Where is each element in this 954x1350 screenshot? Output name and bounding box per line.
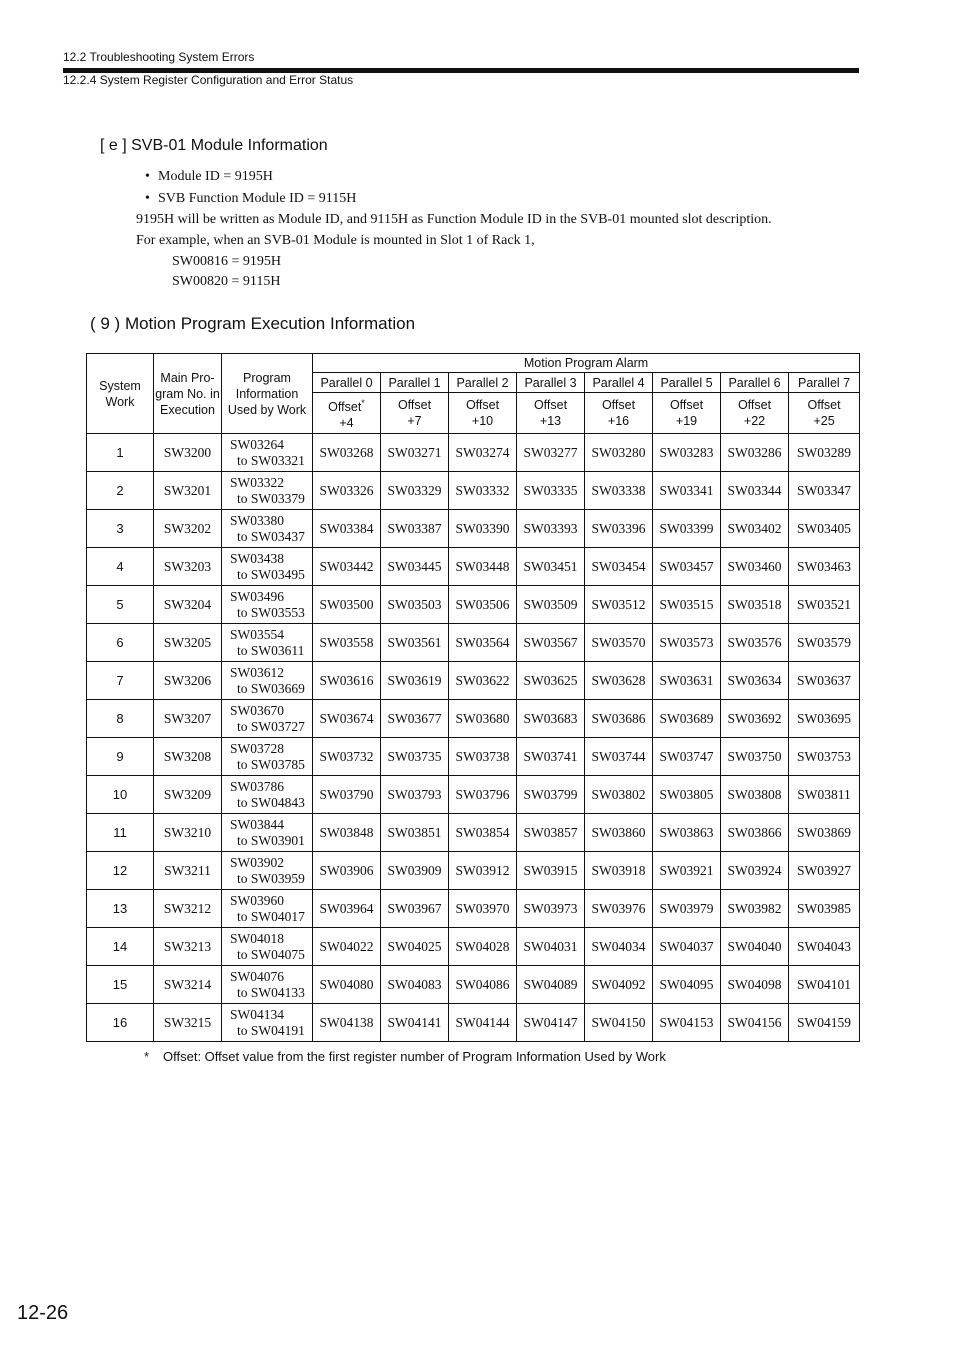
col-parallel: Parallel 7 bbox=[789, 373, 860, 393]
paragraph: 9195H will be written as Module ID, and 9115H as Function Module ID in the SVB-01 mounted slot description. bbox=[136, 212, 772, 227]
paragraph: For example, when an SVB-01 Module is mounted in Slot 1 of Rack 1, bbox=[136, 233, 535, 248]
col-parallel: Parallel 2 bbox=[449, 373, 517, 393]
page-number: 12-26 bbox=[17, 1302, 69, 1324]
cell-alarm: SW04043 bbox=[789, 928, 860, 966]
cell-alarm: SW03979 bbox=[653, 890, 721, 928]
cell-alarm: SW03274 bbox=[449, 434, 517, 472]
col-offset: Offset +7 bbox=[381, 393, 449, 434]
cell-main-program: SW3214 bbox=[154, 966, 222, 1004]
cell-alarm: SW03457 bbox=[653, 548, 721, 586]
cell-main-program: SW3208 bbox=[154, 738, 222, 776]
cell-alarm: SW03402 bbox=[721, 510, 789, 548]
col-offset: Offset +19 bbox=[653, 393, 721, 434]
cell-alarm: SW03387 bbox=[381, 510, 449, 548]
cell-alarm: SW03738 bbox=[449, 738, 517, 776]
col-offset: Offset* +4 bbox=[313, 393, 381, 434]
col-offset: Offset +25 bbox=[789, 393, 860, 434]
cell-program-info: SW04018 to SW04075 bbox=[222, 928, 313, 966]
cell-alarm: SW03506 bbox=[449, 586, 517, 624]
cell-alarm: SW03518 bbox=[721, 586, 789, 624]
cell-alarm: SW03567 bbox=[517, 624, 585, 662]
cell-system-work: 8 bbox=[87, 700, 154, 738]
col-offset: Offset +16 bbox=[585, 393, 653, 434]
table-row bbox=[87, 928, 860, 966]
table-row bbox=[87, 586, 860, 624]
cell-alarm: SW03625 bbox=[517, 662, 585, 700]
cell-alarm: SW03271 bbox=[381, 434, 449, 472]
cell-alarm: SW03442 bbox=[313, 548, 381, 586]
cell-alarm: SW03286 bbox=[721, 434, 789, 472]
motion-program-table bbox=[86, 353, 860, 1042]
cell-main-program: SW3203 bbox=[154, 548, 222, 586]
cell-alarm: SW03695 bbox=[789, 700, 860, 738]
cell-alarm: SW03860 bbox=[585, 814, 653, 852]
cell-alarm: SW03405 bbox=[789, 510, 860, 548]
cell-alarm: SW04098 bbox=[721, 966, 789, 1004]
footnote: * Offset: Offset value from the first register number of Program Information Used by Work bbox=[144, 1049, 666, 1064]
col-parallel: Parallel 1 bbox=[381, 373, 449, 393]
cell-program-info: SW03670 to SW03727 bbox=[222, 700, 313, 738]
cell-system-work: 7 bbox=[87, 662, 154, 700]
cell-main-program: SW3209 bbox=[154, 776, 222, 814]
col-alarm-group: Motion Program Alarm bbox=[313, 354, 860, 373]
cell-alarm: SW03454 bbox=[585, 548, 653, 586]
table-row bbox=[87, 624, 860, 662]
cell-main-program: SW3213 bbox=[154, 928, 222, 966]
cell-alarm: SW04083 bbox=[381, 966, 449, 1004]
col-offset: Offset +13 bbox=[517, 393, 585, 434]
cell-alarm: SW03921 bbox=[653, 852, 721, 890]
cell-alarm: SW03576 bbox=[721, 624, 789, 662]
cell-alarm: SW04150 bbox=[585, 1004, 653, 1042]
cell-main-program: SW3207 bbox=[154, 700, 222, 738]
cell-alarm: SW03637 bbox=[789, 662, 860, 700]
cell-alarm: SW03399 bbox=[653, 510, 721, 548]
cell-alarm: SW04141 bbox=[381, 1004, 449, 1042]
cell-alarm: SW04095 bbox=[653, 966, 721, 1004]
cell-alarm: SW03863 bbox=[653, 814, 721, 852]
cell-alarm: SW03619 bbox=[381, 662, 449, 700]
cell-program-info: SW03960 to SW04017 bbox=[222, 890, 313, 928]
bullet-icon: • bbox=[145, 191, 150, 206]
cell-alarm: SW03799 bbox=[517, 776, 585, 814]
cell-system-work: 6 bbox=[87, 624, 154, 662]
cell-system-work: 15 bbox=[87, 966, 154, 1004]
cell-main-program: SW3211 bbox=[154, 852, 222, 890]
cell-alarm: SW03451 bbox=[517, 548, 585, 586]
cell-alarm: SW04089 bbox=[517, 966, 585, 1004]
col-parallel: Parallel 6 bbox=[721, 373, 789, 393]
cell-alarm: SW03289 bbox=[789, 434, 860, 472]
cell-alarm: SW03579 bbox=[789, 624, 860, 662]
code-line: SW00820 = 9115H bbox=[172, 274, 281, 289]
cell-program-info: SW03612 to SW03669 bbox=[222, 662, 313, 700]
cell-main-program: SW3205 bbox=[154, 624, 222, 662]
header-subsection: 12.2.4 System Register Configuration and Error Status bbox=[63, 73, 354, 87]
cell-system-work: 1 bbox=[87, 434, 154, 472]
cell-alarm: SW03683 bbox=[517, 700, 585, 738]
cell-alarm: SW04034 bbox=[585, 928, 653, 966]
col-main-program: Main Pro-gram No. in Execution bbox=[154, 354, 222, 434]
cell-system-work: 13 bbox=[87, 890, 154, 928]
cell-program-info: SW03554 to SW03611 bbox=[222, 624, 313, 662]
cell-system-work: 12 bbox=[87, 852, 154, 890]
cell-alarm: SW03854 bbox=[449, 814, 517, 852]
cell-alarm: SW03460 bbox=[721, 548, 789, 586]
header-section: 12.2 Troubleshooting System Errors bbox=[63, 50, 255, 64]
cell-alarm: SW03561 bbox=[381, 624, 449, 662]
cell-alarm: SW03616 bbox=[313, 662, 381, 700]
table-row bbox=[87, 852, 860, 890]
col-offset: Offset +10 bbox=[449, 393, 517, 434]
table-row bbox=[87, 966, 860, 1004]
cell-main-program: SW3212 bbox=[154, 890, 222, 928]
cell-main-program: SW3215 bbox=[154, 1004, 222, 1042]
cell-alarm: SW03970 bbox=[449, 890, 517, 928]
cell-alarm: SW03982 bbox=[721, 890, 789, 928]
cell-alarm: SW03509 bbox=[517, 586, 585, 624]
cell-alarm: SW03976 bbox=[585, 890, 653, 928]
cell-alarm: SW03344 bbox=[721, 472, 789, 510]
cell-alarm: SW03741 bbox=[517, 738, 585, 776]
cell-alarm: SW04022 bbox=[313, 928, 381, 966]
cell-alarm: SW03558 bbox=[313, 624, 381, 662]
cell-alarm: SW03332 bbox=[449, 472, 517, 510]
cell-alarm: SW03384 bbox=[313, 510, 381, 548]
cell-main-program: SW3210 bbox=[154, 814, 222, 852]
col-system-work: System Work bbox=[87, 354, 154, 434]
cell-program-info: SW03902 to SW03959 bbox=[222, 852, 313, 890]
cell-main-program: SW3202 bbox=[154, 510, 222, 548]
cell-alarm: SW04092 bbox=[585, 966, 653, 1004]
cell-alarm: SW03735 bbox=[381, 738, 449, 776]
cell-alarm: SW03500 bbox=[313, 586, 381, 624]
cell-alarm: SW03634 bbox=[721, 662, 789, 700]
cell-system-work: 14 bbox=[87, 928, 154, 966]
cell-alarm: SW03677 bbox=[381, 700, 449, 738]
cell-alarm: SW03985 bbox=[789, 890, 860, 928]
cell-system-work: 11 bbox=[87, 814, 154, 852]
cell-alarm: SW03753 bbox=[789, 738, 860, 776]
cell-alarm: SW04138 bbox=[313, 1004, 381, 1042]
cell-alarm: SW03338 bbox=[585, 472, 653, 510]
cell-alarm: SW03515 bbox=[653, 586, 721, 624]
bullet-icon: • bbox=[145, 169, 150, 184]
table-row bbox=[87, 510, 860, 548]
cell-alarm: SW04153 bbox=[653, 1004, 721, 1042]
table-row bbox=[87, 1004, 860, 1042]
cell-alarm: SW03396 bbox=[585, 510, 653, 548]
cell-alarm: SW03329 bbox=[381, 472, 449, 510]
col-program-info: Program Information Used by Work bbox=[222, 354, 313, 434]
cell-system-work: 4 bbox=[87, 548, 154, 586]
cell-alarm: SW03808 bbox=[721, 776, 789, 814]
cell-alarm: SW03964 bbox=[313, 890, 381, 928]
cell-alarm: SW04080 bbox=[313, 966, 381, 1004]
cell-alarm: SW04028 bbox=[449, 928, 517, 966]
cell-system-work: 16 bbox=[87, 1004, 154, 1042]
col-parallel: Parallel 0 bbox=[313, 373, 381, 393]
col-parallel: Parallel 5 bbox=[653, 373, 721, 393]
table-row bbox=[87, 890, 860, 928]
cell-system-work: 2 bbox=[87, 472, 154, 510]
cell-alarm: SW03277 bbox=[517, 434, 585, 472]
cell-alarm: SW03912 bbox=[449, 852, 517, 890]
cell-alarm: SW03869 bbox=[789, 814, 860, 852]
cell-alarm: SW03811 bbox=[789, 776, 860, 814]
cell-alarm: SW03686 bbox=[585, 700, 653, 738]
cell-alarm: SW03280 bbox=[585, 434, 653, 472]
cell-alarm: SW04147 bbox=[517, 1004, 585, 1042]
section-e-title: [ e ] SVB-01 Module Information bbox=[100, 137, 328, 154]
cell-alarm: SW03521 bbox=[789, 586, 860, 624]
cell-alarm: SW03750 bbox=[721, 738, 789, 776]
table-row bbox=[87, 700, 860, 738]
cell-alarm: SW03802 bbox=[585, 776, 653, 814]
cell-main-program: SW3200 bbox=[154, 434, 222, 472]
table-row bbox=[87, 662, 860, 700]
cell-alarm: SW03283 bbox=[653, 434, 721, 472]
cell-alarm: SW03674 bbox=[313, 700, 381, 738]
col-offset: Offset +22 bbox=[721, 393, 789, 434]
cell-alarm: SW03747 bbox=[653, 738, 721, 776]
cell-alarm: SW03796 bbox=[449, 776, 517, 814]
cell-alarm: SW03866 bbox=[721, 814, 789, 852]
cell-program-info: SW03844 to SW03901 bbox=[222, 814, 313, 852]
cell-alarm: SW03848 bbox=[313, 814, 381, 852]
cell-alarm: SW04159 bbox=[789, 1004, 860, 1042]
cell-alarm: SW03790 bbox=[313, 776, 381, 814]
list-item: • SVB Function Module ID = 9115H bbox=[145, 189, 356, 211]
cell-alarm: SW03924 bbox=[721, 852, 789, 890]
cell-alarm: SW03927 bbox=[789, 852, 860, 890]
cell-alarm: SW03573 bbox=[653, 624, 721, 662]
cell-main-program: SW3201 bbox=[154, 472, 222, 510]
cell-alarm: SW03680 bbox=[449, 700, 517, 738]
cell-alarm: SW04086 bbox=[449, 966, 517, 1004]
cell-alarm: SW03744 bbox=[585, 738, 653, 776]
cell-alarm: SW03448 bbox=[449, 548, 517, 586]
cell-alarm: SW03909 bbox=[381, 852, 449, 890]
code-line: SW00816 = 9195H bbox=[172, 254, 282, 269]
cell-system-work: 10 bbox=[87, 776, 154, 814]
cell-program-info: SW04134 to SW04191 bbox=[222, 1004, 313, 1042]
cell-alarm: SW03326 bbox=[313, 472, 381, 510]
cell-program-info: SW03438 to SW03495 bbox=[222, 548, 313, 586]
cell-alarm: SW04037 bbox=[653, 928, 721, 966]
cell-program-info: SW03322 to SW03379 bbox=[222, 472, 313, 510]
cell-alarm: SW04101 bbox=[789, 966, 860, 1004]
cell-alarm: SW03347 bbox=[789, 472, 860, 510]
cell-alarm: SW04025 bbox=[381, 928, 449, 966]
cell-alarm: SW03631 bbox=[653, 662, 721, 700]
cell-alarm: SW03692 bbox=[721, 700, 789, 738]
cell-alarm: SW03463 bbox=[789, 548, 860, 586]
list-item: • Module ID = 9195H bbox=[145, 167, 356, 189]
cell-alarm: SW03851 bbox=[381, 814, 449, 852]
table-row bbox=[87, 814, 860, 852]
cell-alarm: SW03915 bbox=[517, 852, 585, 890]
table-row bbox=[87, 434, 860, 472]
cell-alarm: SW03857 bbox=[517, 814, 585, 852]
cell-main-program: SW3204 bbox=[154, 586, 222, 624]
cell-alarm: SW03268 bbox=[313, 434, 381, 472]
cell-alarm: SW03906 bbox=[313, 852, 381, 890]
cell-program-info: SW03264 to SW03321 bbox=[222, 434, 313, 472]
cell-alarm: SW04144 bbox=[449, 1004, 517, 1042]
cell-alarm: SW03628 bbox=[585, 662, 653, 700]
cell-alarm: SW04031 bbox=[517, 928, 585, 966]
cell-program-info: SW03728 to SW03785 bbox=[222, 738, 313, 776]
table-row bbox=[87, 472, 860, 510]
cell-alarm: SW03335 bbox=[517, 472, 585, 510]
cell-alarm: SW03390 bbox=[449, 510, 517, 548]
cell-program-info: SW03786 to SW04843 bbox=[222, 776, 313, 814]
cell-alarm: SW03393 bbox=[517, 510, 585, 548]
cell-alarm: SW03973 bbox=[517, 890, 585, 928]
cell-alarm: SW03732 bbox=[313, 738, 381, 776]
table-row bbox=[87, 776, 860, 814]
cell-alarm: SW03564 bbox=[449, 624, 517, 662]
cell-program-info: SW04076 to SW04133 bbox=[222, 966, 313, 1004]
table-row bbox=[87, 738, 860, 776]
cell-alarm: SW03793 bbox=[381, 776, 449, 814]
cell-alarm: SW03341 bbox=[653, 472, 721, 510]
cell-program-info: SW03380 to SW03437 bbox=[222, 510, 313, 548]
footnote-mark: * bbox=[361, 398, 365, 408]
cell-alarm: SW03570 bbox=[585, 624, 653, 662]
cell-system-work: 5 bbox=[87, 586, 154, 624]
cell-alarm: SW03622 bbox=[449, 662, 517, 700]
cell-alarm: SW03689 bbox=[653, 700, 721, 738]
module-id-list bbox=[145, 167, 356, 211]
cell-alarm: SW03805 bbox=[653, 776, 721, 814]
cell-alarm: SW04040 bbox=[721, 928, 789, 966]
cell-system-work: 3 bbox=[87, 510, 154, 548]
cell-alarm: SW03967 bbox=[381, 890, 449, 928]
cell-program-info: SW03496 to SW03553 bbox=[222, 586, 313, 624]
cell-alarm: SW03503 bbox=[381, 586, 449, 624]
col-parallel: Parallel 3 bbox=[517, 373, 585, 393]
cell-main-program: SW3206 bbox=[154, 662, 222, 700]
table-row bbox=[87, 548, 860, 586]
cell-alarm: SW03918 bbox=[585, 852, 653, 890]
section-9-title: ( 9 ) Motion Program Execution Information bbox=[90, 314, 416, 333]
cell-alarm: SW03512 bbox=[585, 586, 653, 624]
cell-alarm: SW03445 bbox=[381, 548, 449, 586]
cell-system-work: 9 bbox=[87, 738, 154, 776]
cell-alarm: SW04156 bbox=[721, 1004, 789, 1042]
col-parallel: Parallel 4 bbox=[585, 373, 653, 393]
